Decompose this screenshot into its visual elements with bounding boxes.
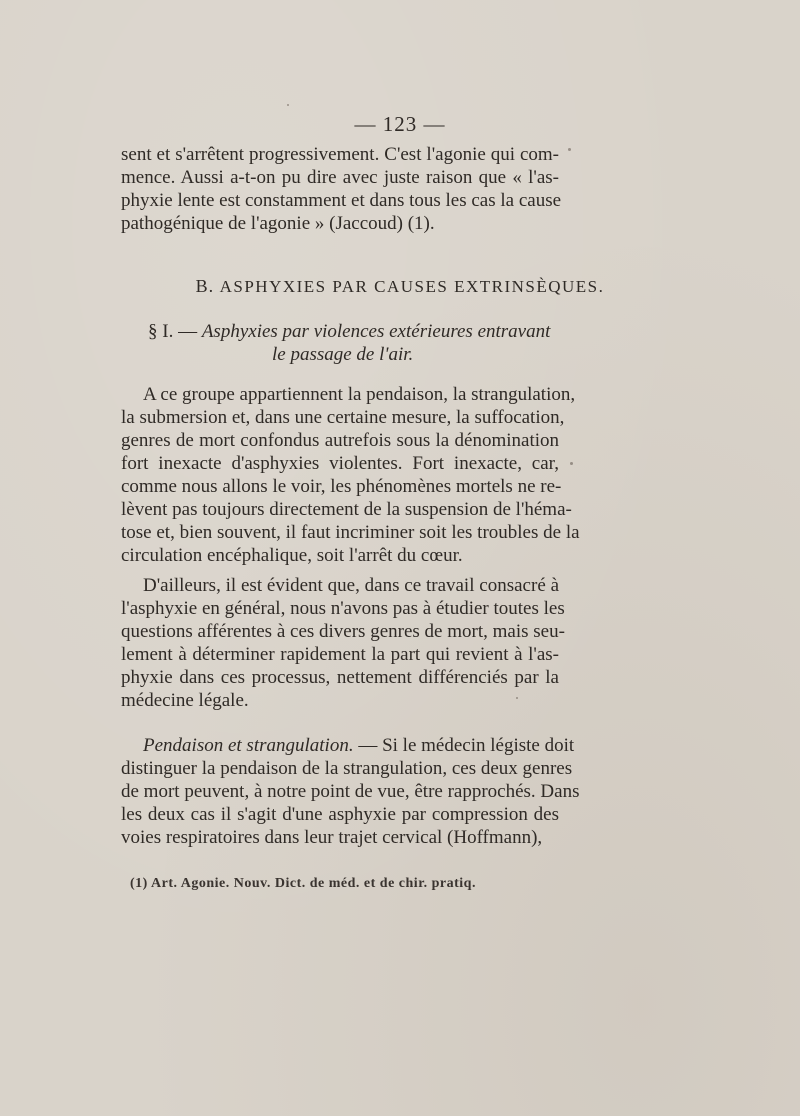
text-line: genres de mort confondus autrefois sous la dénomination	[121, 430, 559, 451]
subsection-title-line2: le passage de l'air.	[272, 344, 414, 365]
first-line-rest: — Si le médecin légiste doit	[358, 735, 575, 756]
paper-speck	[287, 104, 289, 106]
text-line: phyxie lente est constamment et dans tous les cas la cause	[121, 190, 562, 211]
text-line: phyxie dans ces processus, nettement différenciés par la	[121, 667, 559, 688]
subsection-heading	[148, 320, 568, 366]
page-number: — 123 —	[354, 112, 446, 136]
text-line: lement à déterminer rapidement la part qui revient à l'as-	[121, 644, 559, 665]
subsection-number: § I. —	[148, 321, 198, 342]
text-line: fort inexacte d'asphyxies violentes. Fort inexacte, car,	[121, 453, 559, 474]
paper-speck	[568, 148, 571, 151]
text-line: distinguer la pendaison de la strangulation, ces deux genres	[121, 758, 573, 779]
paragraph-2	[121, 574, 565, 712]
text-line: mence. Aussi a-t-on pu dire avec juste raison que « l'as-	[121, 167, 559, 188]
text-line: l'asphyxie en général, nous n'avons pas à étudier toutes les	[121, 598, 565, 619]
footnote: (1) Art. Agonie. Nouv. Dict. de méd. et de chir. pratiq.	[130, 876, 476, 891]
paper-speck	[570, 462, 573, 465]
section-heading	[0, 276, 800, 297]
text-line: la submersion et, dans une certaine mesure, la suffocation,	[121, 407, 565, 428]
paragraph-3	[121, 734, 580, 849]
text-line: questions afférentes à ces divers genres de mort, mais seu-	[121, 621, 565, 642]
text-line: de mort peuvent, à notre point de vue, être rapprochés. Dans	[121, 781, 580, 802]
text-line: sent et s'arrêtent progressivement. C'est l'agonie qui com-	[121, 144, 559, 165]
text-line: comme nous allons le voir, les phénomènes mortels ne re-	[121, 476, 562, 497]
text-line: D'ailleurs, il est évident que, dans ce travail consacré à	[143, 575, 559, 596]
text-line: circulation encéphalique, soit l'arrêt du cœur.	[121, 545, 463, 566]
intro-paragraph	[121, 143, 562, 235]
text-line: tose et, bien souvent, il faut incriminer soit les troubles de la	[121, 522, 580, 543]
text-line: lèvent pas toujours directement de la suspension de l'héma-	[121, 499, 572, 520]
section-title: ASPHYXIES PAR CAUSES EXTRINSÈQUES.	[219, 277, 605, 296]
subsection-title-line1: Asphyxies par violences extérieures entravant	[201, 321, 551, 342]
section-letter: B.	[195, 276, 215, 296]
text-line: les deux cas il s'agit d'une asphyxie par compression des	[121, 804, 559, 825]
text-line: médecine légale.	[121, 690, 249, 711]
run-in-heading: Pendaison et strangulation.	[143, 735, 354, 756]
paper-speck	[516, 697, 518, 699]
text-line: voies respiratoires dans leur trajet cervical (Hoffmann),	[121, 827, 543, 848]
text-line: pathogénique de l'agonie » (Jaccoud) (1).	[121, 213, 435, 234]
paragraph-1	[121, 383, 580, 567]
text-line	[121, 734, 575, 757]
text-line: A ce groupe appartiennent la pendaison, la strangulation,	[143, 384, 576, 405]
